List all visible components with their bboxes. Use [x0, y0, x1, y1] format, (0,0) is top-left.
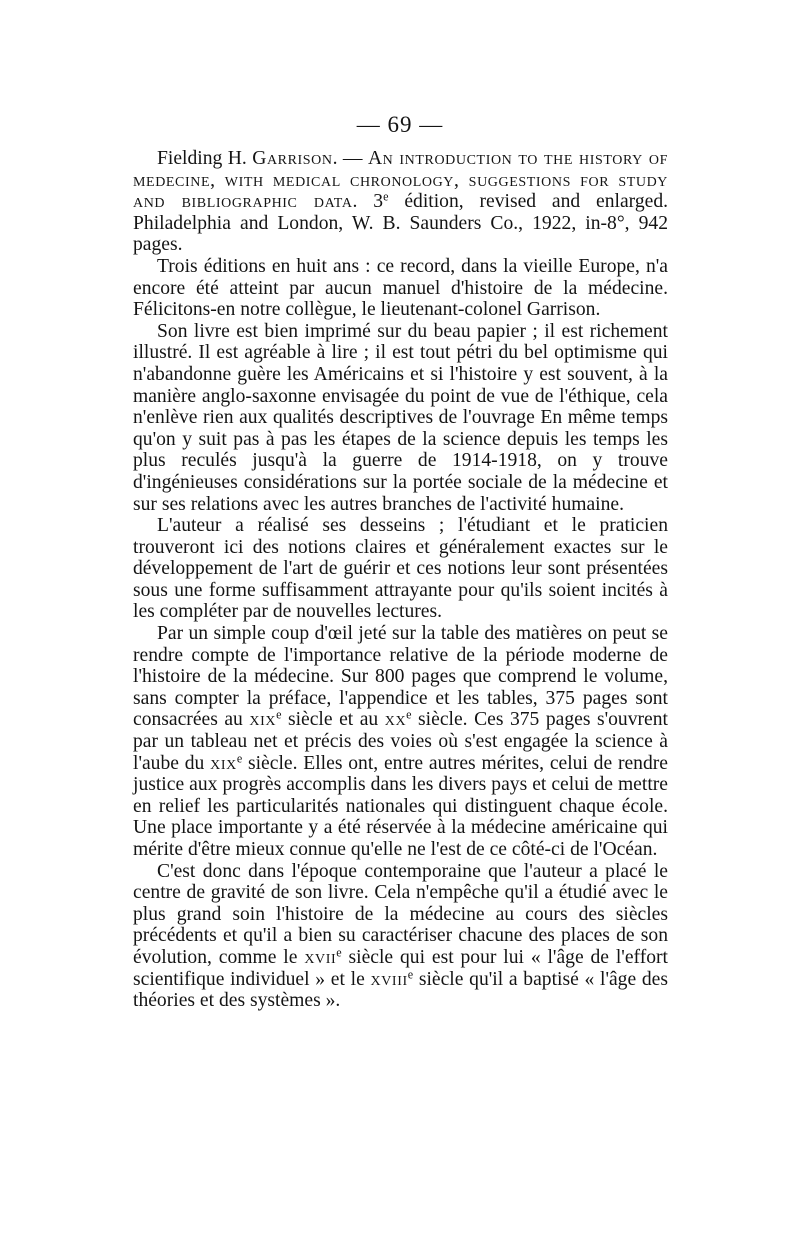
century-superscript: e: [236, 750, 243, 765]
century-numeral: xviii: [370, 968, 408, 990]
century-numeral: xix: [210, 752, 237, 774]
century-superscript: e: [276, 707, 282, 722]
reference-separator: . —: [332, 148, 368, 169]
paragraph-contemporary-epoch: [133, 861, 668, 1012]
century-superscript: e: [407, 966, 414, 981]
paragraph-centuries: [133, 623, 668, 861]
paragraph-text: siècle et au: [281, 709, 385, 731]
paragraph-text: C'est donc dans l'époque contemporaine que l'auteur a placé le centre de gravité de son livre. Cela n'empêche qu'il a étudié avec le plus grand soin l'histoire de la médecine au cours des siècles précédents et qu'il a bien su caractériser chacune des places de son évolution, comme le: [133, 860, 668, 968]
paragraph-text: siècle qui est pour lui « l'âge de l'effort scientifique individuel » et le: [133, 946, 668, 990]
page-body: [133, 148, 668, 1012]
paragraph-aims: L'auteur a réalisé ses desseins ; l'étudiant et le praticien trouveront ici des notions claires et généralement exactes sur le développement de l'art de guérir et ces notions leur sont présentées sous une forme suffisamment attrayante pour qu'ils soient incités à les compléter par de nouvelles lectures.: [133, 515, 668, 623]
bibliographic-reference: [133, 148, 668, 256]
publication-details: édition, revised and enlarged. Philadelphia and London, W. B. Saunders Co., 1922, in-8°, 942 pages.: [133, 191, 669, 256]
century-numeral: xix: [249, 709, 277, 731]
paragraph-text: siècle. Ces 375 pages s'ouvrent par un tableau net et précis des voies où s'est engagée la science à l'aube du: [133, 709, 668, 774]
century-superscript: e: [406, 707, 412, 722]
page-number: — 69 —: [356, 112, 444, 137]
century-superscript: e: [336, 945, 342, 960]
century-numeral: xvii: [304, 946, 337, 968]
author-first-name: Fielding H.: [157, 148, 253, 169]
paragraph-presentation: Son livre est bien imprimé sur du beau papier ; il est richement illustré. Il est agréable à lire ; il est tout pétri du bel optimisme qui n'abandonne guère les Américains et si l'histoire y est souvent, à la manière anglo-saxonne envisagée du point de vue de l'éthique, cela n'enlève rien aux qualités descriptives de l'ouvrage En même temps qu'on y suit pas à pas les étapes de la science depuis les temps les plus reculés jusqu'à la guerre de 1914-1918, on y trouve d'ingénieuses considérations sur la portée sociale de la médecine et sur ses relations avec les autres branches de l'activité humaine.: [133, 320, 668, 515]
paragraph-text: Par un simple coup d'œil jeté sur la table des matières on peut se rendre compte de l'importance relative de la période moderne de l'histoire de la médecine. Sur 800 pages que comprend le volume, sans compter la préface, l'appendice et les tables, 375 pages sont consacrées au: [133, 623, 668, 731]
edition-superscript: e: [383, 189, 389, 204]
paragraph-records: Trois éditions en huit ans : ce record, dans la vieille Europe, n'a encore été atteint par aucun manuel d'histoire de la médecine. Félicitons-en notre collègue, le lieutenant-colonel Garrison.: [133, 255, 668, 321]
edition-prefix: . 3: [352, 191, 384, 213]
century-numeral: xx: [384, 709, 407, 731]
paragraph-text: siècle qu'il a baptisé « l'âge des théories et des systèmes ».: [133, 968, 669, 1012]
author-last-name: Garrison: [252, 148, 333, 169]
paragraph-text: siècle. Elles ont, entre autres mérites, celui de rendre justice aux progrès accomplis dans les divers pays et celui de mettre en relief les particularités nationales qui distinguent chaque école. Une place importante y a été réservée à la médecine américaine qui mérite d'être mieux connue qu'elle ne l'est de ce côté-ci de l'Océan.: [133, 752, 668, 860]
book-title: An introduction to the history of medecine, with medical chronology, suggestions for study and bibliographic data: [133, 148, 668, 213]
